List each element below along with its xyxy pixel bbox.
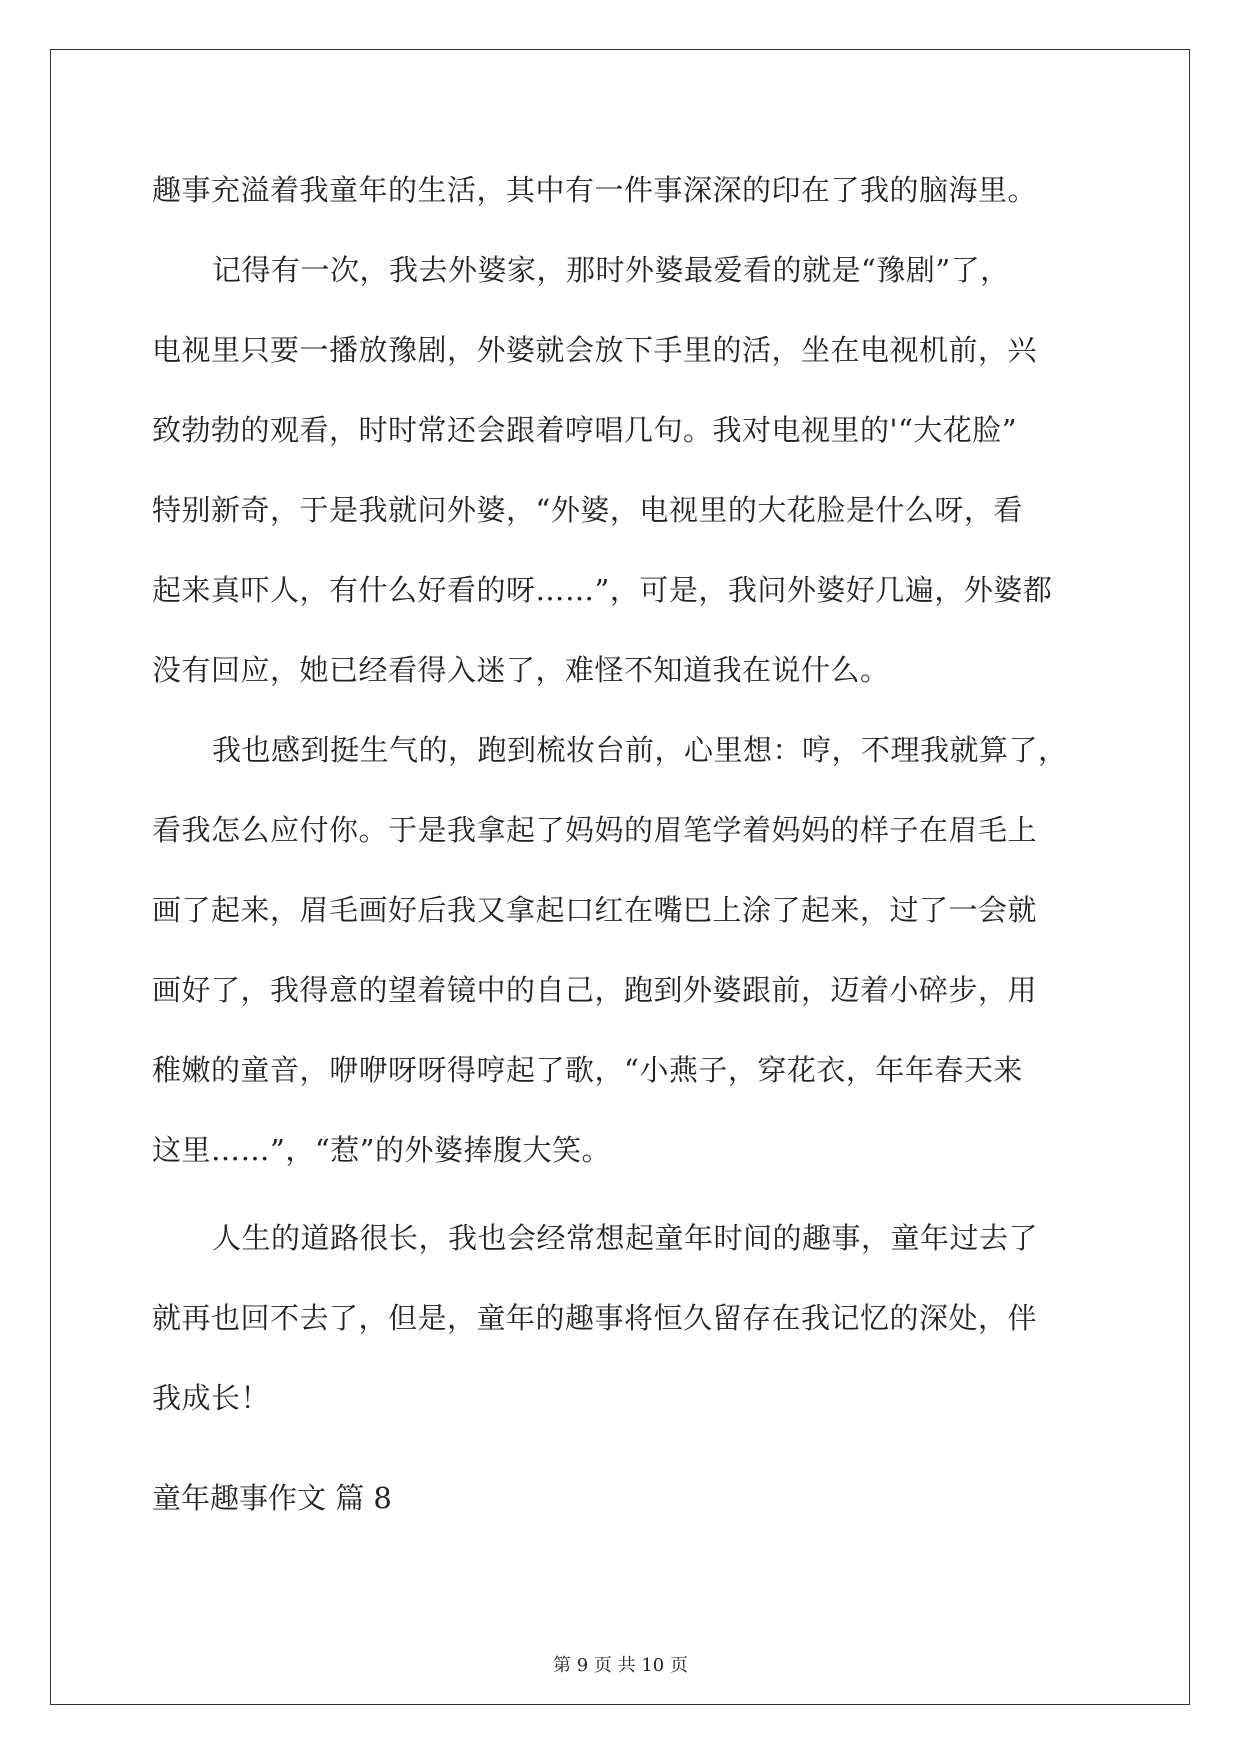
text-line: 就再也回不去了，但是，童年的趣事将恒久留存在我记忆的深处，伴 — [152, 1301, 1038, 1335]
text-line: 看我怎么应付你。于是我拿起了妈妈的眉笔学着妈妈的样子在眉毛上 — [152, 813, 1038, 847]
page-border — [50, 49, 1190, 1705]
section-heading: 童年趣事作文 篇 8 — [152, 1481, 392, 1515]
text-line: 稚嫩的童音，咿咿呀呀得哼起了歌，“小燕子，穿花衣，年年春天来 — [152, 1053, 1023, 1087]
paragraph-start-line: 人生的道路很长，我也会经常想起童年时间的趣事，童年过去了 — [212, 1221, 1039, 1255]
text-line: 我成长！ — [152, 1381, 271, 1415]
text-line: 画了起来，眉毛画好后我又拿起口红在嘴巴上涂了起来，过了一会就 — [152, 893, 1038, 927]
text-line: 画好了，我得意的望着镜中的自己，跑到外婆跟前，迈着小碎步，用 — [152, 973, 1038, 1007]
text-line: 起来真吓人，有什么好看的呀……”，可是，我问外婆好几遍，外婆都 — [152, 573, 1053, 607]
paragraph-start-line: 我也感到挺生气的，跑到梳妆台前，心里想：哼，不理我就算了， — [212, 733, 1068, 767]
paragraph-start-line: 记得有一次，我去外婆家，那时外婆最爱看的就是“豫剧”了， — [212, 253, 1010, 287]
text-line: 没有回应，她已经看得入迷了，难怪不知道我在说什么。 — [152, 653, 890, 687]
text-line: 致勃勃的观看，时时常还会跟着哼唱几句。我对电视里的'“大花脸” — [152, 413, 1018, 447]
text-line: 这里……”，“惹”的外婆捧腹大笑。 — [152, 1133, 611, 1167]
text-line: 特别新奇，于是我就问外婆，“外婆，电视里的大花脸是什么呀，看 — [152, 493, 1023, 527]
text-line: 趣事充溢着我童年的生活，其中有一件事深深的印在了我的脑海里。 — [152, 173, 1038, 207]
page-footer: 第 9 页 共 10 页 — [553, 1655, 688, 1676]
text-line: 电视里只要一播放豫剧，外婆就会放下手里的活，坐在电视机前，兴 — [152, 333, 1038, 367]
